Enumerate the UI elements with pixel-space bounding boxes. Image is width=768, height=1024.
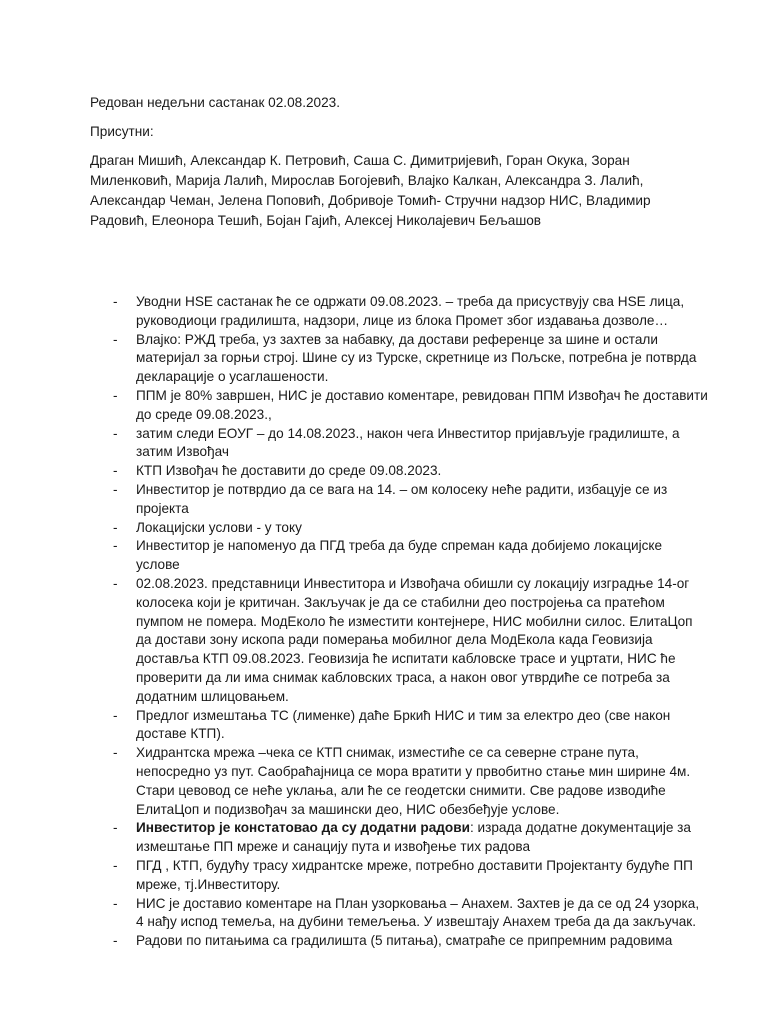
bold-lead-text: Инвеститор је констатовао да су додатни радови [136, 820, 470, 836]
bullet-dash: - [113, 745, 118, 761]
bullet-dash: - [113, 425, 118, 441]
list-item [0, 387, 768, 425]
list-item-text: ПГД , КТП, будућу трасу хидрантске мреже, потребно доставити Пројектанту будуће ПП мреже, тј.Инвеститору. [136, 857, 693, 892]
bullet-dash: - [113, 331, 118, 347]
list-item-rest-text: : израда додатне документације за измештање ПП мреже и санацију пута и извођење тих радова [136, 820, 691, 855]
attendees-label: Присутни: [90, 124, 154, 139]
list-item [0, 707, 768, 745]
bullet-dash: - [113, 463, 118, 479]
list-item [0, 331, 768, 387]
list-item-text: Предлог измештања ТС (лименке) даће Бркић НИС и тим за електро део (све након доставе КТП). [136, 707, 671, 742]
list-item-text: Радови по питањима са градилишта (5 питања), сматраће се припремним радовима [136, 933, 673, 949]
list-item-text: Хидрантска мрежа –чека се КТП снимак, изместиће се са северне стране пута, непосредно уз пут. Саобраћајница се мора вратити у првобитно стање мин ширине 4м. Стари цевовод се неће уклања, али ће се геодетски снимити. Све радове изводиће ЕлитаЦоп и подизвођач за машински део, НИС обезбеђује услове. [136, 745, 691, 817]
list-item [0, 857, 768, 895]
agenda-list [0, 293, 768, 951]
bullet-dash: - [113, 519, 118, 535]
list-item-text: 02.08.2023. представници Инвеститора и Извођача обишли су локацију изградње 14-ог колосека који је критичан. Закључак је да се стабилни део постројења са пратећом пумпом не помера. МодЕколо ће изместити контејнере, НИС мобилни силос. ЕлитаЦоп да достави зону ископа ради померања мобилног дела МодЕкола када Геовизија доставља КТП 09.08.2023. Геовизија ће испитати кабловске трасе и уцртати, НИС ће проверити да ли има снимак кабловских траса, а након овог утврдиће се потреба за додатним шлицовањем. [136, 575, 693, 704]
list-item [0, 462, 768, 481]
bullet-dash: - [113, 481, 118, 497]
list-item [0, 519, 768, 538]
list-item [0, 575, 768, 707]
list-item-text: ППМ је 80% завршен, НИС је доставио коментаре, ревидован ППМ Извођач ће доставити до среде 09.08.2023., [136, 387, 708, 422]
list-item [0, 293, 768, 331]
list-item-text: Локацијски услови - у току [136, 519, 302, 535]
list-item [0, 481, 768, 519]
list-item [0, 425, 768, 463]
bullet-dash: - [113, 895, 118, 911]
list-item-text: затим следи ЕОУГ – до 14.08.2023., након чега Инвеститор пријављује градилиште, а затим Извођач [136, 425, 680, 460]
list-item [0, 819, 768, 857]
bullet-dash: - [113, 857, 118, 873]
bullet-dash: - [113, 575, 118, 591]
list-item-text: Инвеститор је потврдио да се вага на 14. – ом колосеку неће радити, избацује се из пројекта [136, 481, 668, 516]
list-item-text: Инвеститор је напоменуо да ПГД треба да буде спреман када добијемо локацијске услове [136, 538, 663, 573]
bullet-dash: - [113, 707, 118, 723]
attendees-list: Драган Мишић, Александар К. Петровић, Саша С. Димитријевић, Горан Окука, Зоран Миленковић, Марија Лалић, Мирослав Богојевић, Влајко Калкан, Александра З. Лалић, Александар Чеман, Јелена Поповић, Добривоје Томић- Стручни надзор НИС, Владимир Радовић, Елеонора Тешић, Бојан Гајић, Алексеј Николајевич Бељашов [90, 153, 651, 228]
bullet-dash: - [113, 294, 118, 309]
bullet-dash: - [113, 538, 118, 554]
list-item [0, 932, 768, 951]
bullet-dash: - [113, 820, 118, 836]
list-item-text: НИС је доставио коментаре на План узорковања – Анахем. Захтев је да се од 24 узорка, 4 нађу испод темеља, на дубини темељења. У извештају Анахем треба да да закључак. [136, 895, 700, 930]
list-item [0, 537, 768, 575]
bullet-dash: - [113, 933, 118, 949]
list-item-text: Уводни HSE састанак ће се одржати 09.08.2023. – треба да присуствују сва HSE лица, руководиоци градилишта, надзори, лице из блока Промет због издавања дозволе… [136, 294, 685, 328]
list-item-text: Влајко: РЖД треба, уз захтев за набавку, да достави референце за шине и остали материјал за горњи строј. Шине су из Турске, скретнице из Пољске, потребна је потврда декларације о усаглашености. [136, 331, 697, 385]
list-item [0, 744, 768, 819]
list-item-text: КТП Извођач ће доставити до среде 09.08.2023. [136, 463, 442, 479]
list-item-text [136, 819, 708, 857]
bullet-dash: - [113, 387, 118, 403]
list-item [0, 895, 768, 933]
meeting-title: Редован недељни састанак 02.08.2023. [90, 95, 340, 110]
